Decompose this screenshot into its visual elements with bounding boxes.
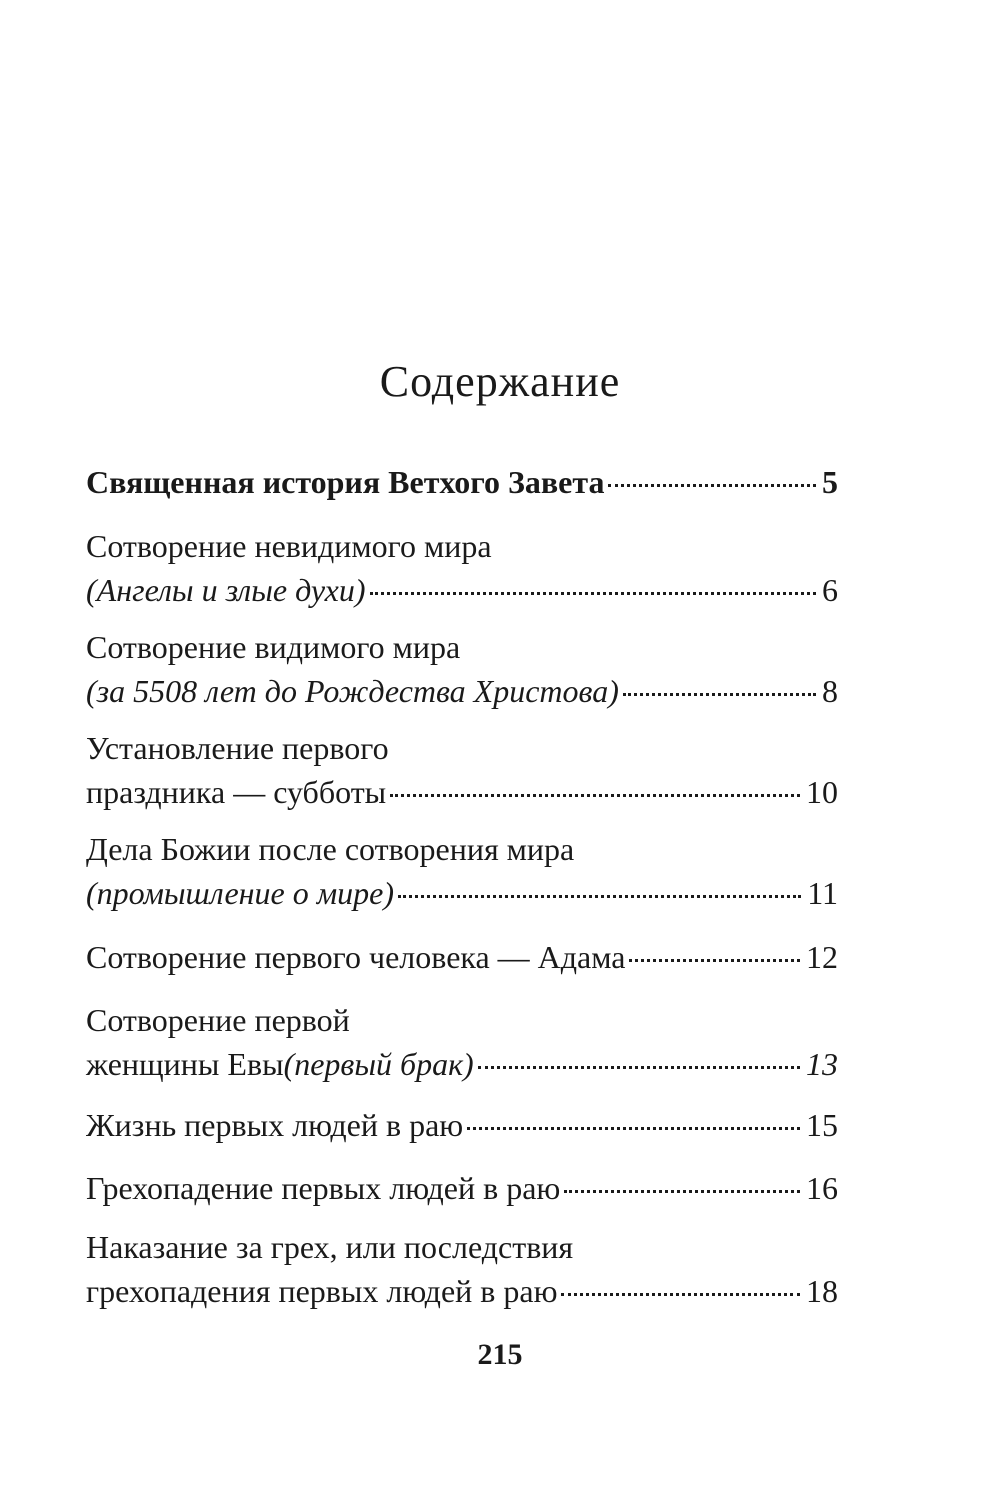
toc-entry [86, 726, 838, 814]
page-title: Содержание [379, 357, 621, 406]
toc-entry-line [86, 568, 838, 612]
toc-page-number: 18 [806, 1273, 838, 1309]
toc-entry-subtitle: (промышление о мире) [86, 875, 394, 911]
toc-entry-line [86, 1166, 838, 1210]
toc-entry-title: Сотворение первого человека — Адама [86, 939, 626, 975]
toc-entry-subtitle: (за 5508 лет до Рождества Христова) [86, 673, 619, 709]
toc-entry-line [86, 1269, 838, 1313]
page-number: 215 [477, 1338, 523, 1371]
toc-entry [86, 827, 838, 915]
toc-entry-title: Установление первого [86, 730, 389, 766]
toc-entry-title: Сотворение видимого мира [86, 629, 461, 665]
toc-page-number: 5 [822, 464, 838, 500]
toc-entry-title: Священная история Ветхого Завета [86, 464, 605, 500]
toc-entry-title: Жизнь первых людей в раю [86, 1107, 464, 1143]
toc-page-number: 10 [806, 774, 838, 810]
toc-page-number: 8 [822, 673, 838, 709]
toc-entry-line [86, 770, 838, 814]
toc-entry-line [86, 669, 838, 713]
leader-dots [608, 484, 816, 487]
toc-entry-title-cont: праздника — субботы [86, 774, 387, 810]
toc-entry [86, 524, 838, 612]
toc-entry-line [86, 871, 838, 915]
toc-entry-title-cont: женщины Евы [86, 1046, 284, 1082]
toc-entry-title: Грехопадение первых людей в раю [86, 1170, 561, 1206]
toc-page-number: 13 [806, 1046, 838, 1082]
leader-dots [561, 1293, 800, 1296]
toc-entry-title: Сотворение невидимого мира [86, 528, 492, 564]
toc-page-number: 16 [806, 1170, 838, 1206]
leader-dots [398, 895, 801, 898]
toc-page-number: 15 [806, 1107, 838, 1143]
leader-dots [629, 959, 800, 962]
leader-dots [623, 693, 816, 696]
toc-entry [86, 935, 838, 979]
leader-dots [467, 1127, 800, 1130]
toc-entry-subtitle: (первый брак) [283, 1046, 474, 1082]
toc-entry-title: Дела Божии после сотворения мира [86, 831, 575, 867]
leader-dots [370, 592, 816, 595]
toc-page-number: 12 [806, 939, 838, 975]
leader-dots [564, 1190, 800, 1193]
toc-entry-title: Сотворение первой [86, 1002, 350, 1038]
toc-entry [86, 1166, 838, 1210]
leader-dots [390, 794, 800, 797]
toc-entry-subtitle: (Ангелы и злые духи) [86, 572, 366, 608]
toc-entry [86, 1103, 838, 1147]
toc-entry-title: Наказание за грех, или последствия [86, 1229, 574, 1265]
toc-page-number: 11 [807, 875, 838, 911]
toc-page-number: 6 [822, 572, 838, 608]
leader-dots [478, 1066, 800, 1069]
toc-entry [86, 998, 838, 1086]
toc-entry [86, 460, 838, 504]
toc-entry-line [86, 1103, 838, 1147]
toc-entry [86, 625, 838, 713]
toc-entry-line [86, 935, 838, 979]
toc-entry [86, 1225, 838, 1313]
toc-entry-line [86, 460, 838, 504]
toc-entry-title-cont: грехопадения первых людей в раю [86, 1273, 558, 1309]
toc-entry-line [86, 1042, 838, 1086]
